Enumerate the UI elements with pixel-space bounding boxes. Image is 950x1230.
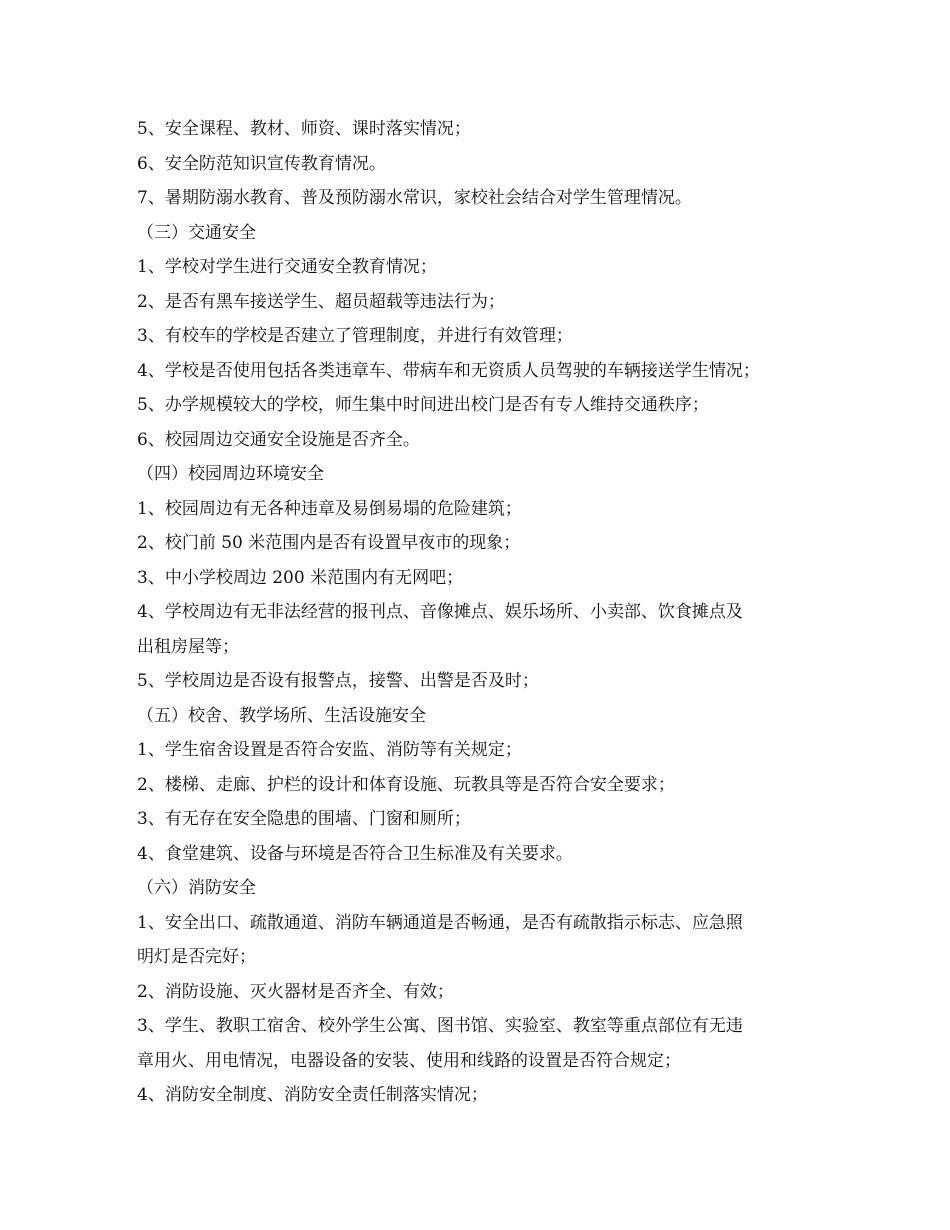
list-item: 3、有校车的学校是否建立了管理制度，并进行有效管理； xyxy=(137,326,573,346)
list-item: 2、楼梯、走廊、护栏的设计和体育设施、玩教具等是否符合安全要求； xyxy=(137,774,675,795)
list-item: 1、安全出口、疏散通道、消防车辆通道是否畅通，是否有疏散指示标志、应急照 xyxy=(137,912,743,933)
list-item: 2、是否有黑车接送学生、超员超载等违法行为； xyxy=(137,291,505,312)
list-item: 2、消防设施、灭火器材是否齐全、有效； xyxy=(137,981,454,1002)
list-item: 6、安全防范知识宣传教育情况。 xyxy=(137,153,386,174)
list-item: 1、校园周边有无各种违章及易倒易塌的危险建筑； xyxy=(137,498,522,519)
list-item: 1、学生宿舍设置是否符合安监、消防等有关规定； xyxy=(137,740,522,760)
section-heading-traffic-safety: （三）交通安全 xyxy=(137,222,256,243)
list-item-continuation: 明灯是否完好； xyxy=(137,947,256,967)
list-item: 1、学校对学生进行交通安全教育情况； xyxy=(137,257,437,277)
list-item: 4、食堂建筑、设备与环境是否符合卫生标准及有关要求。 xyxy=(137,843,573,864)
list-item: 7、暑期防溺水教育、普及预防溺水常识，家校社会结合对学生管理情况。 xyxy=(137,188,692,208)
list-item: 5、学校周边是否设有报警点，接警、出警是否及时； xyxy=(137,671,539,691)
list-item: 4、学校周边有无非法经营的报刊点、音像摊点、娱乐场所、小卖部、饮食摊点及 xyxy=(137,602,743,622)
list-item: 3、中小学校周边 200 米范围内有无网吧； xyxy=(137,567,464,588)
list-item: 3、学生、教职工宿舍、校外学生公寓、图书馆、实验室、教室等重点部位有无违 xyxy=(137,1016,743,1036)
section-heading-campus-surroundings: （四）校园周边环境安全 xyxy=(137,464,324,484)
list-item-continuation: 出租房屋等； xyxy=(137,636,239,657)
list-item: 3、有无存在安全隐患的围墙、门窗和厕所； xyxy=(137,809,471,829)
list-item-continuation: 章用火、用电情况，电器设备的安装、使用和线路的设置是否符合规定； xyxy=(137,1050,681,1071)
list-item: 2、校门前 50 米范围内是否有设置早夜市的现象； xyxy=(137,533,521,553)
section-heading-fire-safety: （六）消防安全 xyxy=(137,878,256,898)
list-item: 5、办学规模较大的学校，师生集中时间进出校门是否有专人维持交通秩序； xyxy=(137,395,709,415)
list-item: 4、学校是否使用包括各类违章车、带病车和无资质人员驾驶的车辆接送学生情况； xyxy=(137,360,760,381)
document-body xyxy=(137,112,817,1113)
list-item: 4、消防安全制度、消防安全责任制落实情况； xyxy=(137,1085,488,1105)
list-item: 5、安全课程、教材、师资、课时落实情况； xyxy=(137,119,471,139)
section-heading-facilities-safety: （五）校舍、教学场所、生活设施安全 xyxy=(137,705,426,726)
list-item: 6、校园周边交通安全设施是否齐全。 xyxy=(137,429,420,450)
